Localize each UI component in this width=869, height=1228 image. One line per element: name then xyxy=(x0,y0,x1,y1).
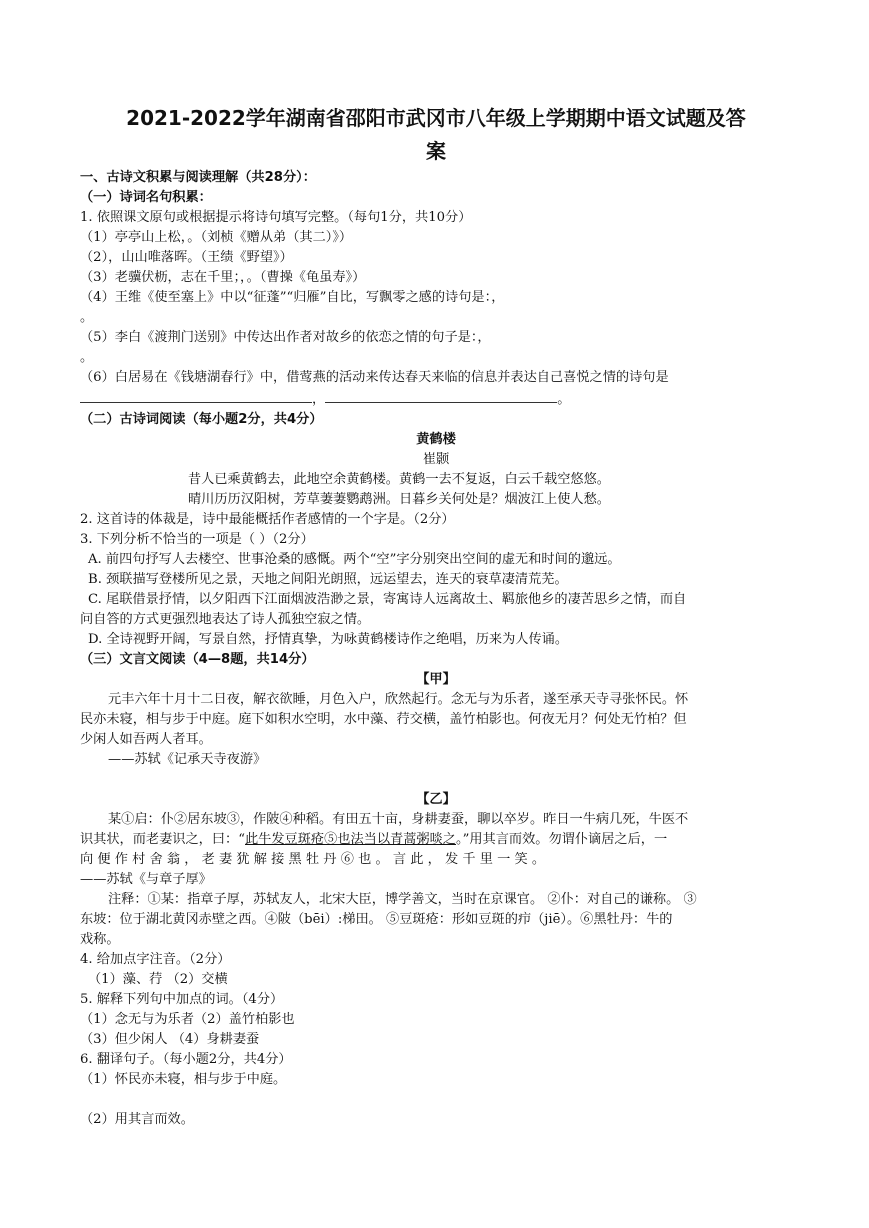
question-1-5-end: 。 xyxy=(80,350,94,365)
option-b: B. 颈联描写登楼所见之景，天地之间阳光朗照，远运望去，连天的衰草凄清荒芜。 xyxy=(88,572,568,587)
question-1-6: （6）白居易在《钱塘湖春行》中，借莺燕的活动来传达春天来临的信息并表达自己喜悦之情的诗句是 xyxy=(80,370,669,385)
part-heading-1: （一）诗词名句积累： xyxy=(80,190,212,205)
passage-b-line: 某①启：仆②居东坡③，作陂④种稻。有田五十亩，身耕妻蚕，聊以卒岁。昨日一牛病几死，牛医不 xyxy=(108,812,689,827)
notes-line: 戏称。 xyxy=(80,932,120,947)
question-1-1: （1）亭亭山上松，。（刘桢《赠从弟（其二）》） xyxy=(80,230,353,245)
question-5-items-2: （3）但少闲人 （4）身耕妻蚕 xyxy=(80,1032,260,1047)
answer-blank[interactable] xyxy=(325,388,557,403)
option-c: C. 尾联借景抒情，以夕阳西下江面烟波浩渺之景，寄寓诗人远离故土、羁旅他乡的凄苦思乡之情，而自 xyxy=(88,592,687,607)
option-c-continued: 问自答的方式更强烈地表达了诗人孤独空寂之情。 xyxy=(80,612,371,627)
question-6-1: （1）怀民亦未寝，相与步于中庭。 xyxy=(80,1072,287,1087)
spacer xyxy=(80,1090,792,1110)
part-heading-3: （三）文言文阅读（4—8题，共14分） xyxy=(80,652,315,667)
exam-page xyxy=(80,102,792,1130)
poem-line: 昔人已乘黄鹤去，此地空余黄鹤楼。黄鹤一去不复返，白云千载空悠悠。 xyxy=(188,472,610,487)
answer-blank[interactable] xyxy=(80,388,312,403)
question-5-items-1: （1）念无与为乐者（2）盖竹柏影也 xyxy=(80,1012,295,1027)
passage-b-line: 识其状，而老妻识之，曰：“此牛发豆斑疮⑤也法当以青蒿粥啖之。”用其言而效。勿谓仆谪居之后，一 xyxy=(80,832,668,847)
option-a: A. 前四句抒写人去楼空、世事沧桑的感慨。两个“空”字分别突出空间的虚无和时间的邈远。 xyxy=(88,552,621,567)
question-1-4: （4）王维《使至塞上》中以“征蓬”“归雁”自比，写飘零之感的诗句是：， xyxy=(80,290,505,305)
title-line-1: 2021-2022学年湖南省邵阳市武冈市八年级上学期期中语文试题及答 xyxy=(126,106,746,130)
question-6: 6. 翻译句子。（每小题2分，共4分） xyxy=(80,1052,292,1067)
question-1-6-blanks: ， 。 xyxy=(80,388,792,410)
question-1-4-end: 。 xyxy=(80,310,94,325)
passage-a-line: 少闲人如吾两人者耳。 xyxy=(80,732,212,747)
question-1-5: （5）李白《渡荆门送别》中传达出作者对故乡的依恋之情的句子是：， xyxy=(80,330,491,345)
part-heading-2: （二）古诗词阅读（每小题2分，共4分） xyxy=(80,412,323,427)
passage-b-label: 【乙】 xyxy=(416,792,456,807)
poem-title: 黄鹤楼 xyxy=(416,432,456,447)
poem-line: 晴川历历汉阳树，芳草萋萋鹦鹉洲。日暮乡关何处是？烟波江上使人愁。 xyxy=(188,492,610,507)
title-line-2: 案 xyxy=(426,139,446,163)
question-4: 4. 给加点字注音。（2分） xyxy=(80,952,231,967)
passage-b-line: 向 便 作 村 舍 翁 ， 老 妻 犹 解 接 黑 牡 丹 ⑥ 也 。 言 此 ， 发 千 里 一 笑 。 xyxy=(80,852,546,867)
spacer xyxy=(80,770,792,790)
passage-b-source: ——苏轼《与章子厚》 xyxy=(80,872,212,887)
question-1-3: （3）老骥伏枥，志在千里；，。（曹操《龟虽寿》） xyxy=(80,270,366,285)
poem-author: 崔颢 xyxy=(422,452,450,467)
section-heading: 一、古诗文积累与阅读理解（共28分）： xyxy=(80,170,316,185)
passage-a-source: ——苏轼《记承天寺夜游》 xyxy=(108,752,267,767)
passage-a-label: 【甲】 xyxy=(416,672,456,687)
question-6-2: （2）用其言而效。 xyxy=(80,1112,194,1127)
question-1-2: （2），山山唯落晖。（王绩《野望》） xyxy=(80,250,293,265)
passage-a-line: 民亦未寝，相与步于中庭。庭下如积水空明，水中藻、荇交横，盖竹柏影也。何夜无月？何处无竹柏？但 xyxy=(80,712,687,727)
page-title xyxy=(80,102,792,168)
question-1: 1. 依照课文原句或根据提示将诗句填写完整。（每句1分，共10分） xyxy=(80,210,472,225)
underlined-sentence: 此牛发豆斑疮⑤也法当以青蒿粥啖之 xyxy=(245,832,456,847)
question-4-items: （1）藻、荇 （2）交横 xyxy=(88,972,228,987)
notes-line: 东坡：位于湖北黄冈赤壁之西。④陂（bēi）:梯田。 ⑤豆斑疮：形如豆斑的疖（jiē）。⑥黑牡丹：牛的 xyxy=(80,912,673,927)
notes-line: 注释：①某：指章子厚，苏轼友人，北宋大臣，博学善文，当时在京课官。 ②仆：对自己的谦称。 ③ xyxy=(108,892,697,907)
option-d: D. 全诗视野开阔，写景自然，抒情真挚，为咏黄鹤楼诗作之绝唱，历来为人传诵。 xyxy=(88,632,569,647)
question-3: 3. 下列分析不恰当的一项是（ ）（2分） xyxy=(80,532,314,547)
passage-a-line: 元丰六年十月十二日夜，解衣欲睡，月色入户，欣然起行。念无与为乐者，遂至承天寺寻张怀民。怀 xyxy=(108,692,689,707)
question-5: 5. 解释下列句中加点的词。（4分） xyxy=(80,992,284,1007)
question-2: 2. 这首诗的体裁是，诗中最能概括作者感情的一个字是。（2分） xyxy=(80,512,455,527)
